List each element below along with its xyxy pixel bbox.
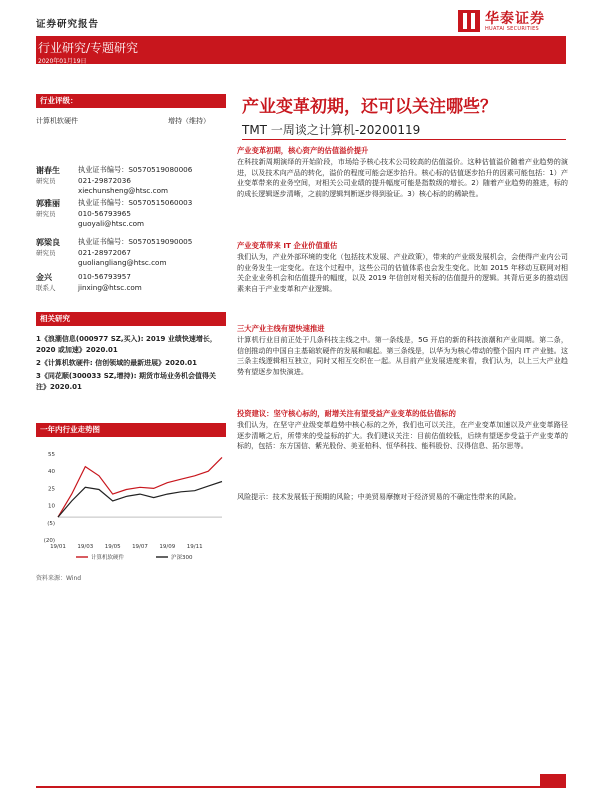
- related-research-item[interactable]: 1《浪潮信息(000977 SZ,买入): 2019 业绩快速增长，2020 或加速》2020.01: [36, 335, 217, 354]
- related-research-heading: 相关研究: [36, 312, 226, 326]
- logo-text-cn: 华泰证券: [485, 11, 545, 27]
- risk-warning: 风险提示：技术发展低于预期的风险；中美贸易摩擦对于经济贸易的不确定性带来的风险。: [237, 492, 521, 501]
- analyst-email[interactable]: xiechunsheng@htsc.com: [78, 186, 169, 195]
- trend-chart-heading: 一年内行业走势图: [36, 423, 226, 437]
- analyst-name: 郭雅丽: [36, 199, 60, 208]
- y-tick-label: 55: [48, 452, 55, 458]
- analyst-cert: 执业证书编号：S0570519080006: [78, 165, 193, 174]
- section-heading: 产业变革带来 IT 企业价值重估: [237, 241, 338, 250]
- report-title: 产业变革初期，还可以关注哪些？: [242, 97, 497, 117]
- x-tick-label: 19/11: [186, 544, 203, 550]
- document-type-label: 证券研究报告: [36, 19, 100, 30]
- logo-text-en: HUATAI SECURITIES: [485, 26, 539, 32]
- analyst-phone: 010-56793965: [78, 208, 131, 218]
- analyst-name: 郭梁良: [36, 238, 60, 247]
- section-paragraph: 我们认为，产业外部环境的变化（包括技术发展、产业政策），带来的产业级发展机会，会使得产业内公司的业务发生一定变化。在这个过程中，这些公司的估值体系也会发生变化。比如 2015 年移动互联网对相关企业业务机会和估值提升的幅度，以及 2019 年信创对相关标的估值提升的逻辑。其背后更多的推动因素来自于产业变革和产业逻辑。: [237, 252, 568, 293]
- title-divider: [242, 139, 566, 140]
- section-paragraph: 计算机行业目前正处于几条科技主线之中。第一条线是，5G 开启的新的科技浪潮和产业周期。第二条，信创推动的中国自主基础软硬件的发展和崛起。第三条线是，以华为为核心带动的整个国内 IT 产业链。这三条主线逻辑相互独立，同时又相互交织在一起。从目前产业发展进度来看，我们认为，以上三大产业趋势有望逐步加快演进。: [237, 335, 568, 376]
- analyst-role: 联系人: [36, 284, 56, 292]
- rating-value: 增持（维持）: [168, 117, 210, 125]
- report-subtitle: TMT 一周谈之计算机-20200119: [242, 123, 421, 137]
- analyst-role: 研究员: [36, 210, 56, 218]
- analyst-role: 研究员: [36, 249, 56, 257]
- x-tick-label: 19/05: [104, 544, 121, 550]
- related-research-item[interactable]: 2《计算机软硬件: 信创领域的最新进展》2020.01: [36, 359, 197, 367]
- x-tick-label: 19/03: [77, 544, 94, 550]
- footer-accent: [540, 774, 566, 788]
- x-tick-label: 19/09: [159, 544, 176, 550]
- analyst-phone: 021-29872036: [78, 175, 131, 185]
- y-tick-label: (20): [43, 538, 55, 544]
- section-heading: 产业变革初期，核心资产的估值溢价提升: [237, 146, 369, 155]
- rating-industry: 计算机软硬件: [36, 117, 78, 125]
- company-logo: [458, 8, 568, 36]
- trend-chart: [36, 448, 226, 568]
- related-research-section: [36, 312, 226, 393]
- y-tick-label: 25: [48, 486, 55, 493]
- legend-label: 计算机软硬件: [91, 555, 125, 561]
- footer-rule: [36, 786, 566, 788]
- analyst-name: 谢春生: [36, 166, 60, 175]
- analyst-email[interactable]: guoyali@htsc.com: [78, 219, 145, 228]
- rating-section: [36, 94, 226, 130]
- legend-label: 沪深300: [171, 555, 193, 561]
- x-tick-label: 19/01: [50, 544, 66, 550]
- analyst-email[interactable]: guoliangliang@htsc.com: [78, 258, 167, 267]
- analyst-cert: 执业证书编号：S0570515060003: [78, 198, 193, 207]
- chart-source: 资料来源：Wind: [36, 575, 82, 582]
- trend-chart-section: [36, 423, 226, 437]
- logo-mark-icon: [458, 10, 480, 32]
- series-line-industry: [58, 457, 222, 517]
- analyst-email[interactable]: jinxing@htsc.com: [78, 282, 142, 292]
- analyst-phone: 021-28972067: [78, 247, 131, 257]
- report-date: 2020年01月19日: [38, 58, 87, 65]
- category-band: [36, 36, 566, 64]
- analyst-phone: 010-56793957: [78, 272, 131, 281]
- related-research-item[interactable]: 3《同花顺(300033 SZ,增持): 期货市场业务机会值得关注》2020.01: [36, 372, 216, 391]
- analyst-role: 研究员: [36, 177, 56, 185]
- section-heading: 投资建议：坚守核心标的，耐增关注有望受益产业变革的低估值标的: [237, 409, 456, 418]
- analyst-cert: 执业证书编号：S0570519090005: [78, 237, 193, 246]
- y-tick-label: 10: [48, 503, 55, 510]
- x-tick-label: 19/07: [132, 544, 148, 550]
- section-paragraph: 我们认为，在坚守产业级变革趋势中核心标的之外，我们也可以关注，在产业变革加速以及产业变革路径逐步清晰之后，所带来的受益标的扩大。我们建议关注：目前估值较低，后续有望逐步受益于产业变革的标的，包括：东方国信、紫光股份、美亚柏科、恒华科技、能科股份、汉得信息、拓尔思等。: [237, 420, 568, 450]
- rating-heading: 行业评级：: [36, 94, 226, 108]
- y-tick-label: 40: [48, 469, 55, 476]
- section-paragraph: 在科技新周期演绎的开始阶段，市场给予核心技术公司较高的估值溢价。这种估值溢价随着产业趋势的演进，以及技术向产品的转化，溢价的程度可能会逐步抬升。核心标的估值逐步抬升的因素可能包括：1）产业变革带来的业务空间，对相关公司业绩的提升幅度可能是指数级的增长。2）随着产业趋势的推进，标的的成长逻辑逐步清晰，之前的逻辑判断逐步得到验证。3）核心标的的稀缺性。: [237, 157, 568, 198]
- section-heading: 三大产业主线有望快速推进: [237, 324, 325, 333]
- category-title: 行业研究/专题研究: [38, 41, 139, 55]
- y-tick-label: (5): [47, 520, 55, 527]
- analyst-name: 金兴: [36, 273, 52, 282]
